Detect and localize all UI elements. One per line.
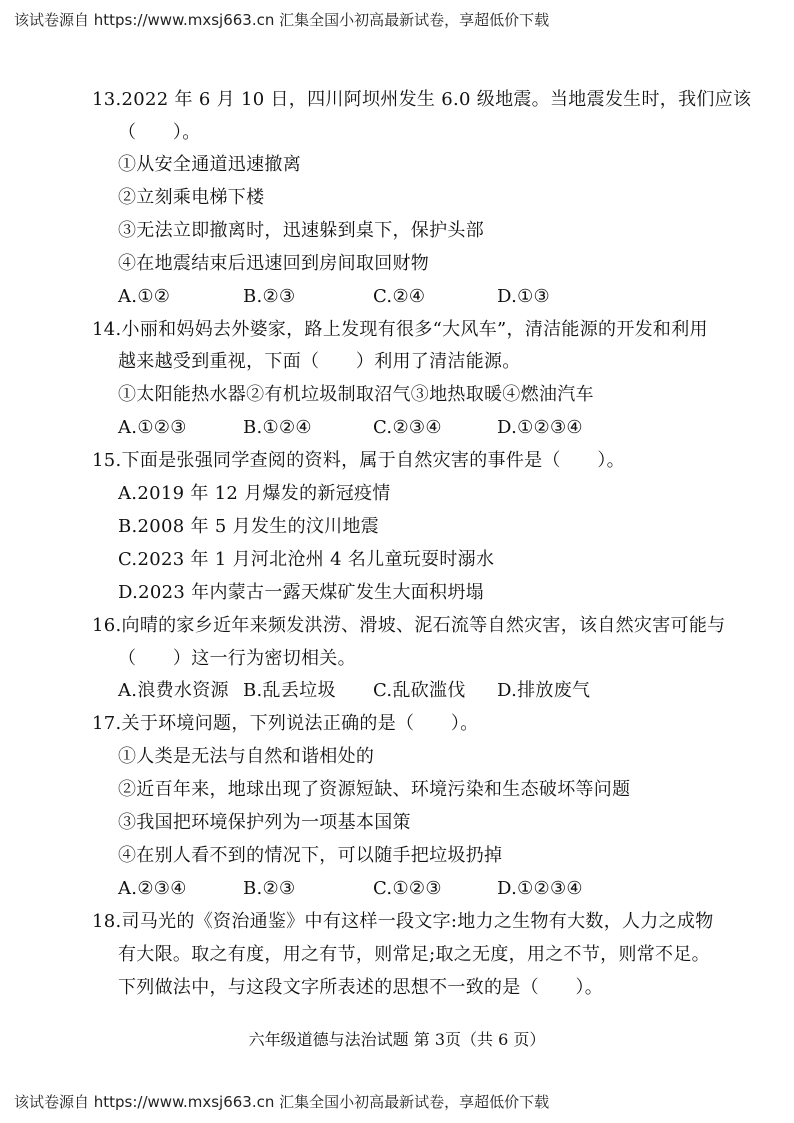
- question-13-item-1: ①从安全通道迅速撤离: [118, 154, 301, 175]
- question-stem: 司马光的《资治通鉴》中有这样一段文字:地力之生物有大数，人力之成物: [121, 911, 714, 932]
- source-banner-top: 该试卷源自 https://www.mxsj663.cn 汇集全国小初高最新试卷，享超低价下载: [14, 11, 550, 29]
- question-14-option-a: A.①②③: [118, 417, 187, 438]
- question-15-option-d: D.2023 年内蒙古一露天煤矿发生大面积坍塌: [118, 582, 484, 603]
- source-banner-bottom: 该试卷源自 https://www.mxsj663.cn 汇集全国小初高最新试卷，享超低价下载: [14, 1093, 550, 1111]
- question-number: 13.: [92, 89, 122, 110]
- question-14-items: ①太阳能热水器②有机垃圾制取沼气③地热取暖④燃油汽车: [118, 384, 594, 405]
- page-footer: 六年级道德与法治试题 第 3页（共 6 页）: [248, 1030, 546, 1049]
- question-number: 16.: [92, 615, 122, 636]
- question-16-option-d: D.排放废气: [497, 680, 591, 701]
- question-16-option-c: C.乱砍滥伐: [373, 680, 466, 701]
- question-18-line-1: [92, 910, 714, 934]
- question-13-option-d: D.①③: [497, 286, 550, 307]
- question-17-option-a: A.②③④: [118, 878, 187, 899]
- question-17-option-d: D.①②③④: [497, 878, 583, 899]
- question-17-option-c: C.①②③: [373, 878, 442, 899]
- question-13-line-1: [92, 88, 751, 112]
- question-13-item-4: ④在地震结束后迅速回到房间取回财物: [118, 253, 430, 274]
- question-14-option-c: C.②③④: [373, 417, 442, 438]
- question-17-line-1: [92, 712, 479, 736]
- question-stem: 小丽和妈妈去外婆家，路上发现有很多“大风车”，清洁能源的开发和利用: [121, 319, 708, 340]
- question-16-line-2: （ ）这一行为密切相关。: [118, 648, 356, 669]
- question-16-option-a: A.浪费水资源: [118, 680, 229, 701]
- question-15-option-a: A.2019 年 12 月爆发的新冠疫情: [118, 483, 391, 504]
- question-16-line-1: [92, 614, 725, 638]
- question-stem: 向晴的家乡近年来频发洪涝、滑坡、泥石流等自然灾害，该自然灾害可能与: [121, 615, 726, 636]
- question-17-item-1: ①人类是无法与自然和谐相处的: [118, 746, 375, 767]
- question-13-line-2: （ ）。: [118, 122, 201, 143]
- question-14-option-b: B.①②④: [243, 417, 312, 438]
- question-13-option-c: C.②④: [373, 286, 426, 307]
- question-17-item-2: ②近百年来，地球出现了资源短缺、环境污染和生态破坏等问题: [118, 779, 631, 800]
- question-16-option-b: B.乱丢垃圾: [243, 680, 336, 701]
- question-number: 18.: [92, 911, 122, 932]
- question-13-item-2: ②立刻乘电梯下楼: [118, 187, 265, 208]
- question-number: 15.: [92, 450, 122, 471]
- question-14-option-d: D.①②③④: [497, 417, 583, 438]
- question-14-line-1: [92, 318, 708, 342]
- question-number: 14.: [92, 319, 122, 340]
- question-17-option-b: B.②③: [243, 878, 296, 899]
- question-17-item-3: ③我国把环境保护列为一项基本国策: [118, 812, 411, 833]
- question-number: 17.: [92, 713, 122, 734]
- question-stem: 下面是张强同学查阅的资料，属于自然灾害的事件是（ ）。: [121, 450, 625, 471]
- question-15-option-b: B.2008 年 5 月发生的汶川地震: [118, 516, 380, 537]
- question-14-line-2: 越来越受到重视，下面（ ）利用了清洁能源。: [118, 351, 521, 372]
- question-17-item-4: ④在别人看不到的情况下，可以随手把垃圾扔掉: [118, 845, 503, 866]
- question-18-line-3: 下列做法中，与这段文字所表述的思想不一致的是（ ）。: [118, 977, 604, 998]
- question-13-item-3: ③无法立即撤离时，迅速躲到桌下，保护头部: [118, 220, 484, 241]
- question-13-option-a: A.①②: [118, 286, 171, 307]
- question-stem: 关于环境问题，下列说法正确的是（ ）。: [121, 713, 479, 734]
- question-15-option-c: C.2023 年 1 月河北沧州 4 名儿童玩耍时溺水: [118, 549, 495, 570]
- question-stem: 2022 年 6 月 10 日，四川阿坝州发生 6.0 级地震。当地震发生时，我们应该: [121, 89, 752, 110]
- question-13-option-b: B.②③: [243, 286, 296, 307]
- question-18-line-2: 有大限。取之有度，用之有节，则常足;取之无度，用之不节，则常不足。: [118, 944, 710, 965]
- question-15-line-1: [92, 449, 625, 473]
